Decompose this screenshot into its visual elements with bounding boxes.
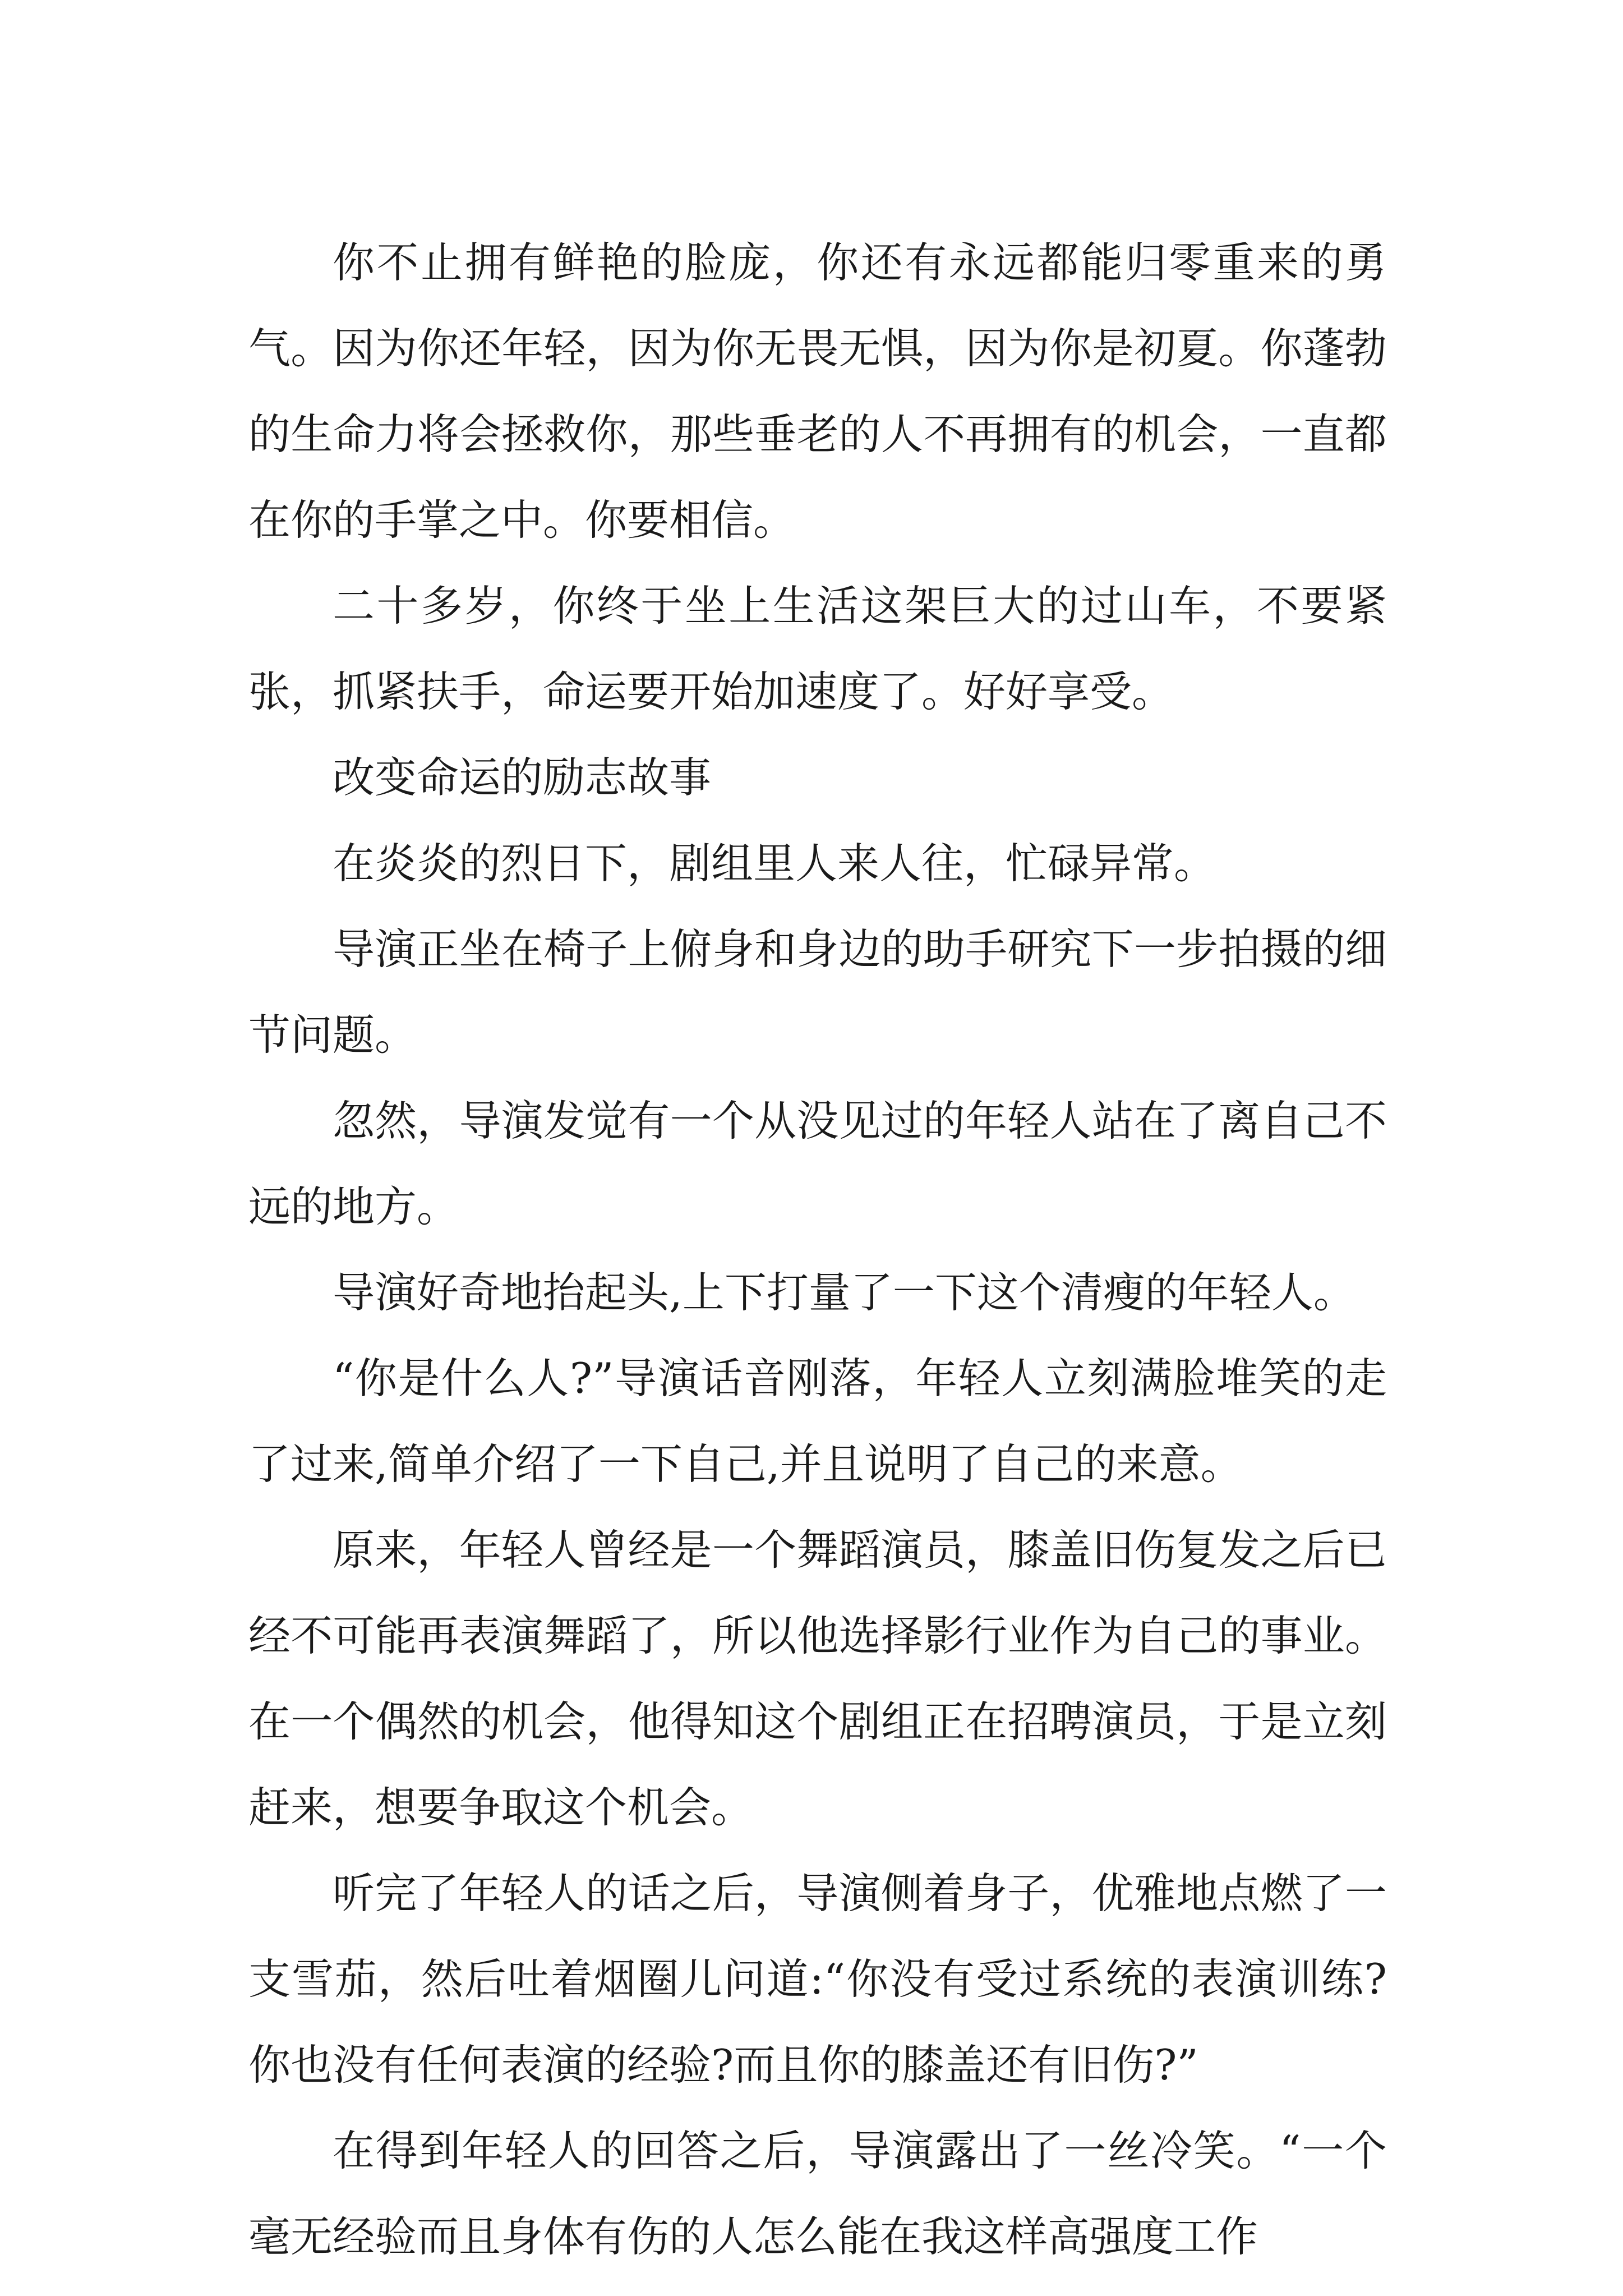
paragraph: “你是什么人?”导演话音刚落，年轻人立刻满脸堆笑的走了过来,简单介绍了一下自己,并且说明了自己的来意。	[248, 1354, 1387, 1489]
section-heading: 改变命运的励志故事	[333, 753, 712, 802]
paragraph: 在炎炎的烈日下，剧组里人来人往，忙碌异常。	[333, 839, 1216, 888]
paragraph: 原来，年轻人曾经是一个舞蹈演员，膝盖旧伤复发之后已经不可能再表演舞蹈了，所以他选择影行业作为自己的事业。在一个偶然的机会，他得知这个剧组正在招聘演员，于是立刻赶来，想要争取这个机会。	[248, 1525, 1387, 1832]
paragraph: 在得到年轻人的回答之后，导演露出了一丝冷笑。“一个毫无经验而且身体有伤的人怎么能在我这样高强度工作	[248, 2126, 1387, 2261]
body-text	[248, 220, 1387, 2280]
paragraph: 导演好奇地抬起头,上下打量了一下这个清瘦的年轻人。	[333, 1268, 1355, 1317]
paragraph: 听完了年轻人的话之后，导演侧着身子，优雅地点燃了一支雪茄，然后吐着烟圈儿问道:“你没有受过系统的表演训练?你也没有任何表演的经验?而且你的膝盖还有旧伤?”	[248, 1869, 1387, 2090]
paragraph: 导演正坐在椅子上俯身和身边的助手研究下一步拍摄的细节问题。	[248, 924, 1387, 1060]
paragraph: 忽然，导演发觉有一个从没见过的年轻人站在了离自己不远的地方。	[248, 1096, 1387, 1231]
paragraph: 二十多岁，你终于坐上生活这架巨大的过山车，不要紧张，抓紧扶手，命运要开始加速度了。好好享受。	[248, 581, 1387, 716]
paragraph: 你不止拥有鲜艳的脸庞，你还有永远都能归零重来的勇气。因为你还年轻，因为你无畏无惧，因为你是初夏。你蓬勃的生命力将会拯救你，那些垂老的人不再拥有的机会，一直都在你的手掌之中。你要相信。	[248, 238, 1387, 545]
